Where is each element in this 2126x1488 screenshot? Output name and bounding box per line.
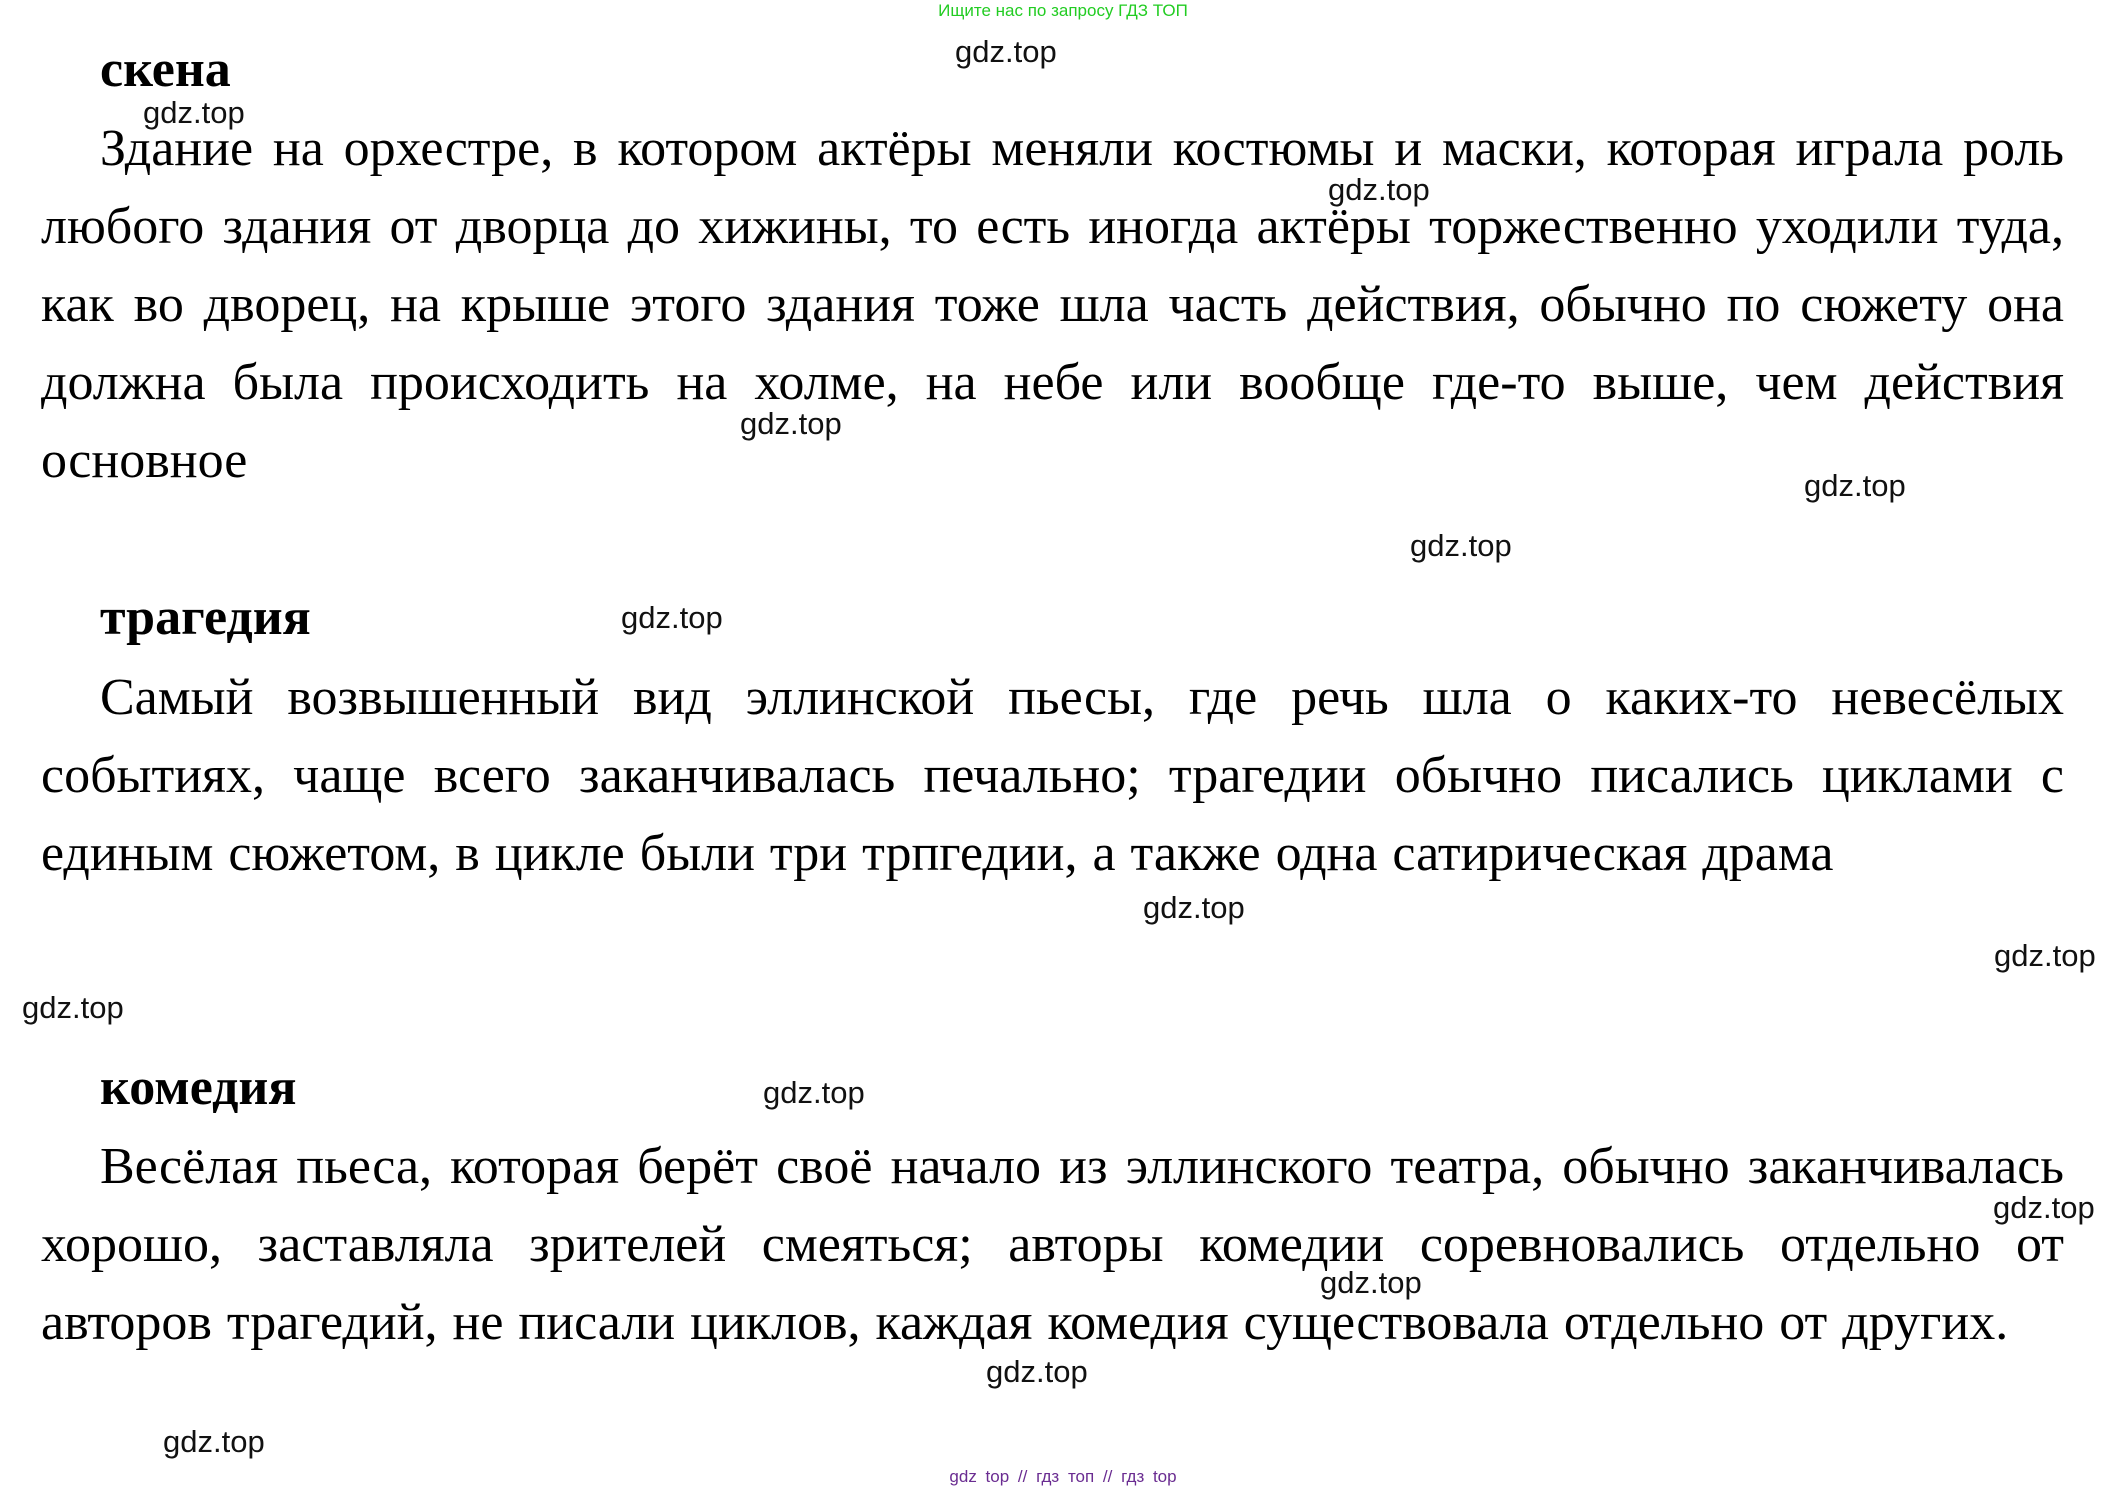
watermark: gdz.top — [621, 600, 723, 635]
watermark: gdz.top — [1804, 468, 1906, 503]
watermark: gdz.top — [1143, 890, 1245, 925]
watermark: gdz.top — [163, 1424, 265, 1459]
watermark: gdz.top — [1328, 172, 1430, 207]
term-heading-skena: скена — [100, 41, 231, 98]
definition-comedy: Весёлая пьеса, которая берёт своё начало из эллинского театра, обычно заканчивалась хорошо, заставляла зрителей смеяться; авторы комедии соревновались отдельно от авторов трагедий, не писали циклов, каждая комедия существовала отдельно от других. — [41, 1138, 2064, 1351]
watermark: gdz.top — [763, 1075, 865, 1110]
watermark: gdz.top — [143, 95, 245, 130]
watermark: gdz.top — [1410, 528, 1512, 563]
watermark: gdz.top — [1320, 1265, 1422, 1300]
watermark: gdz.top — [22, 990, 124, 1025]
watermark: gdz.top — [955, 34, 1057, 69]
search-hint-banner: Ищите нас по запросу ГДЗ ТОП — [938, 1, 1188, 20]
footer-watermark: gdz top // гдз топ // гдз top — [949, 1467, 1177, 1486]
definition-tragedy: Самый возвышенный вид эллинской пьесы, где речь шла о каких-то невесёлых событиях, чаще всего заканчивалась печально; трагедии обычно писались циклами с единым сюжетом, в цикле были три трпгедии, а также одна сатирическая драма — [41, 669, 2064, 882]
term-heading-tragedy: трагедия — [100, 589, 311, 646]
watermark: gdz.top — [1993, 1190, 2095, 1225]
watermark: gdz.top — [1994, 938, 2096, 973]
watermark: gdz.top — [740, 406, 842, 441]
definition-skena: Здание на орхестре, в котором актёры меняли костюмы и маски, которая играла роль любого здания от дворца до хижины, то есть иногда актёры торжественно уходили туда, как во дворец, на крыше этого здания тоже шла часть действия, обычно по сюжету она должна была происходить на холме, на небе или вообще где-то выше, чем действия основное — [41, 120, 2064, 489]
watermark: gdz.top — [986, 1354, 1088, 1389]
term-heading-comedy: комедия — [100, 1059, 297, 1116]
